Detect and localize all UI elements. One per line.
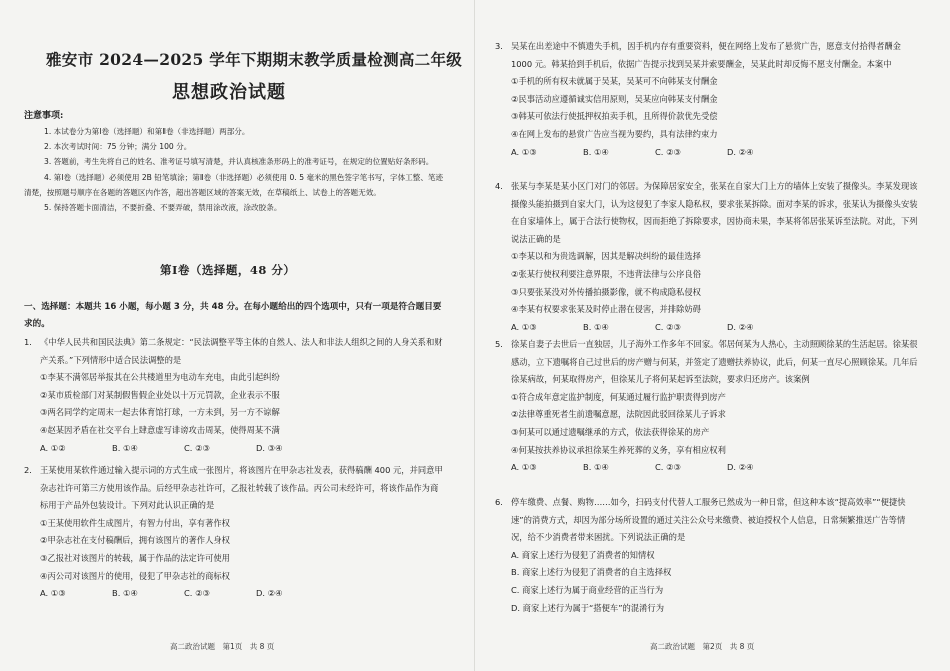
note-item: 4. 第Ⅰ卷（选择题）必须使用 2B 铅笔填涂；第Ⅱ卷（非选择题）必须使用 0. 5 毫米的黑色签字笔书写，字体工整、笔迹清楚，按照题号顺序在各题的答题区内作答，超出答题区域的答案无效，在草稿纸上、试卷上的答题无效。 [24, 172, 444, 197]
page-footer: 高二政治试题 第1页 共 8 页 [170, 642, 275, 651]
option-2: ②某市质检部门对某制假售假企业处以十万元罚款，企业表示不服 [40, 389, 280, 400]
question-stem: 徐某自妻子去世后一直独居，儿子海外工作多年不回家。邻居何某为人热心，主动照顾徐某的生活起居。徐某很感动，立下遗嘱将自己过世后的房产赠与何某，并签定了遗赠扶养协议，此后，何某一直尽心照顾徐某。几年后徐某病故，何某取得房产，但徐某儿子将何某起诉至法院，要求归还房产。该案例 [511, 339, 918, 385]
answer-choices [24, 440, 446, 458]
option-4: ④李某有权要求张某及时停止潜在侵害，并排除妨碍 [511, 304, 701, 315]
question-6 [495, 494, 919, 617]
option-3: ③乙报社对该图片的转载，属于作品的法定许可使用 [40, 552, 230, 563]
option-4: ④丙公司对该图片的使用，侵犯了甲杂志社的商标权 [40, 570, 230, 581]
option-2: ②民事活动应遵循诚实信用原则，吴某应向韩某支付酬金 [511, 93, 718, 104]
notes-list [24, 124, 444, 215]
option-2: ②张某行使权利要注意界限，不违背法律与公序良俗 [511, 268, 701, 279]
question-stem: 停车缴费、点餐、购物……如今，扫码支付代替人工服务已然成为一种日常，但这种本该“提高效率”“便捷快速”的消费方式，却因为部分场所设置的通过关注公众号来缴费、被迫授权个人信息，日常频繁推送广告等情况，给不少消费者带来困扰。下列说法正确的是 [511, 497, 906, 543]
question-3 [495, 38, 919, 161]
answer-b: B. ①④ [583, 462, 609, 473]
answer-d: D. ②④ [256, 588, 283, 599]
option-3: ③何某可以通过遗嘱继承的方式，依法获得徐某的房产 [511, 426, 710, 437]
answer-a: A. ①② [40, 442, 66, 453]
answer-c: C. ②③ [655, 321, 681, 332]
option-2: ②法律尊重死者生前遗嘱意愿，法院因此驳回徐某儿子诉求 [511, 409, 726, 420]
option-d: D. 商家上述行为属于“搭便车”的混淆行为 [511, 602, 665, 613]
option-a: A. 商家上述行为侵犯了消费者的知情权 [511, 549, 655, 560]
question-stem: 王某使用某软件通过输入提示词的方式生成一张图片，将该图片在甲杂志社发表，获得稿酬 400 元，并同意甲杂志社许可第三方使用该作品。后经甲杂志社许可，乙报社转载了该作品。丙公司未经许可，将该作品作为商标用于产品外包装设计。下列对此认识正确的是 [40, 465, 443, 511]
question-number: 3. [495, 41, 503, 51]
answer-d: D. ②④ [727, 146, 754, 157]
answer-b: B. ①④ [112, 442, 138, 453]
answer-c: C. ②③ [184, 442, 210, 453]
option-c: C. 商家上述行为属于商业经营的正当行为 [511, 584, 664, 595]
option-4: ④何某按扶养协议承担徐某生养死葬的义务，享有相应权利 [511, 444, 726, 455]
notes-heading: 注意事项: [24, 111, 64, 121]
question-number: 4. [495, 181, 503, 191]
question-number: 6. [495, 497, 503, 507]
question-number: 1. [24, 337, 32, 347]
page-footer: 高二政治试题 第2页 共 8 页 [650, 642, 755, 651]
answer-a: A. ①③ [40, 588, 66, 599]
answer-a: A. ①③ [511, 462, 537, 473]
answer-d: D. ②④ [727, 321, 754, 332]
answer-b: B. ①④ [112, 588, 138, 599]
question-1 [24, 334, 446, 457]
option-3: ③两名同学约定周末一起去体育馆打球，一方未到，另一方不谅解 [40, 407, 280, 418]
option-4: ④赵某因矛盾在社交平台上肆意虚写诽谤攻击周某，使得周某不满 [40, 424, 280, 435]
page-2 [475, 0, 950, 671]
question-5 [495, 336, 919, 477]
note-item: 5. 保持答题卡面清洁，不要折叠、不要弄破，禁用涂改液，涂改胶条。 [44, 203, 282, 213]
answer-b: B. ①④ [583, 146, 609, 157]
option-3: ③韩某可依法行使抵押权拍卖手机，且所得价款优先受偿 [511, 111, 718, 122]
question-2 [24, 462, 446, 603]
exam-title: 雅安市 2024—2025 学年下期期末教学质量检测高二年级 [46, 50, 463, 69]
answer-a: A. ①③ [511, 321, 537, 332]
section-instruction: 一、选择题：本题共 16 小题，每小题 3 分，共 48 分。在每小题给出的四个选项中，只有一项是符合题目要求的。 [24, 302, 442, 329]
option-b: B. 商家上述行为侵犯了消费者的自主选择权 [511, 567, 672, 578]
note-item: 2. 本次考试时间：75 分钟；满分 100 分。 [44, 142, 192, 152]
option-1: ①王某使用软件生成图片，有智力付出，享有著作权 [40, 517, 230, 528]
option-1: ①手机的所有权未就属于吴某，吴某可不向韩某支付酬金 [511, 76, 718, 87]
answer-choices [495, 319, 919, 337]
question-number: 5. [495, 339, 503, 349]
question-stem: 张某与李某是某小区门对门的邻居。为保障居家安全，张某在自家大门上方的墙体上安装了摄像头。李某发现该摄像头能拍摄到自家大门，认为这侵犯了李家人隐私权，要求张某拆除。面对李某的诉求，张某认为摄像头安装在自家墙体上，属于合法行使物权，因而拒绝了拆除要求，因协商未果，李某将邻居张某诉至法院。对此，下列说法正确的是 [511, 181, 918, 244]
option-1: ①李某不满邻居举报其在公共楼道里为电动车充电，由此引起纠纷 [40, 372, 280, 383]
question-stem: 《中华人民共和国民法典》第二条规定：“民法调整平等主体的自然人、法人和非法人组织之间的人身关系和财产关系。”下列情形中适合民法调整的是 [40, 337, 443, 365]
answer-c: C. ②③ [184, 588, 210, 599]
question-stem: 吴某在出差途中不慎遗失手机，因手机内存有重要资料，便在网络上发布了悬赏广告，愿意支付拾得者酬金 1000 元。韩某拾到手机后，依据广告提示找到吴某并索要酬金，吴某此时却反悔不愿支付酬金。本案中 [511, 41, 901, 69]
note-item: 1. 本试卷分为第Ⅰ卷（选择题）和第Ⅱ卷（非选择题）两部分。 [44, 127, 250, 136]
answer-c: C. ②③ [655, 462, 681, 473]
answer-a: A. ①③ [511, 146, 537, 157]
note-item: 3. 答题前，考生先将自己的姓名、准考证号填写清楚，并认真核准条形码上的准考证号，在规定的位置贴好条形码。 [44, 157, 434, 167]
answer-choices [495, 144, 919, 162]
answer-b: B. ①④ [583, 321, 609, 332]
subject-title: 思想政治试题 [172, 82, 286, 103]
answer-choices [495, 459, 919, 477]
option-4: ④在网上发布的悬赏广告应当视为要约，具有法律约束力 [511, 128, 718, 139]
answer-choices [24, 585, 446, 603]
section-title: 第Ⅰ卷（选择题，48 分） [160, 263, 296, 277]
option-1: ①李某以和为贵选调解，因其是解决纠纷的最佳选择 [511, 251, 701, 262]
option-2: ②甲杂志社在支付稿酬后，拥有该图片的著作人身权 [40, 535, 230, 546]
answer-d: D. ③④ [256, 442, 283, 453]
answer-d: D. ②④ [727, 462, 754, 473]
option-3: ③只要张某没对外传播拍摄影像，就不构成隐私侵权 [511, 286, 701, 297]
question-number: 2. [24, 465, 32, 475]
question-4 [495, 178, 919, 336]
option-1: ①符合成年意定监护制度，何某通过履行监护职责得到房产 [511, 391, 726, 402]
answer-c: C. ②③ [655, 146, 681, 157]
